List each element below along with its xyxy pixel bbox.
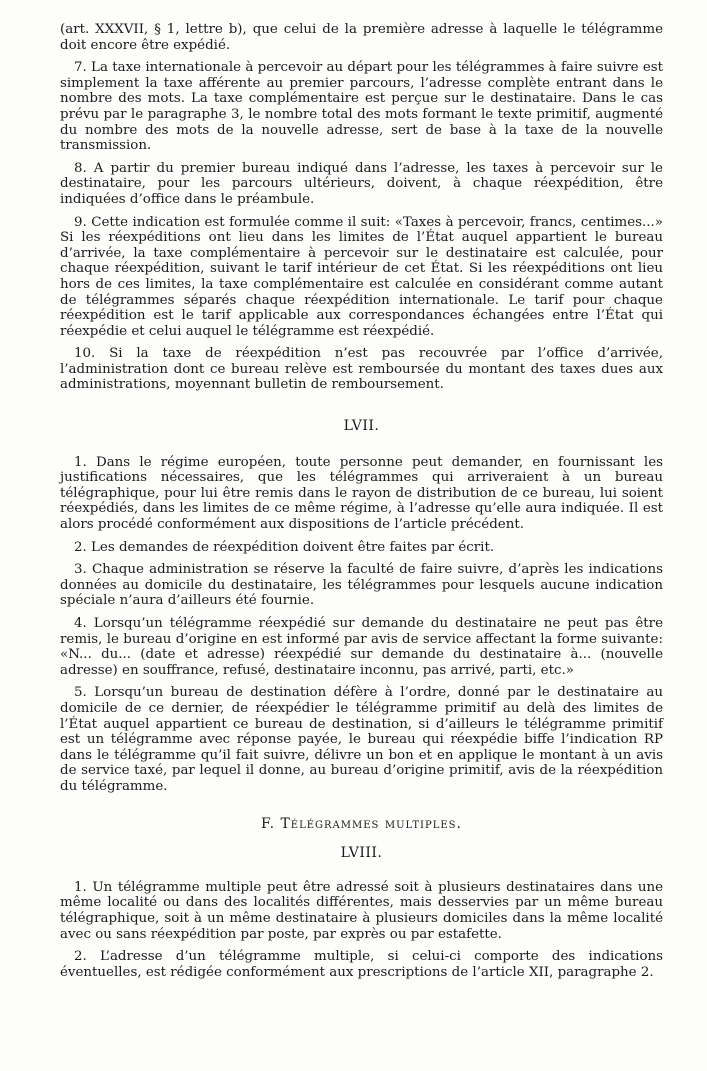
paragraph-9: 9. Cette indication est formulée comme il suit: «Taxes à percevoir, francs, centimes...» Si les réexpéditions ont lieu dans les limites de l’État auquel appartient le bureau d’arrivée, la taxe complémentaire à percevoir sur le destinataire est calculée, pour chaque réexpédition, suivant le tarif intérieur de cet État. Si les réexpéditions ont lieu hors de ces limites, la taxe complémentaire est calculée en considérant comme autant de télégrammes séparés chaque réexpédition internationale. Le tarif pour chaque réexpédition est le tarif applicable aux correspondances échangées entre l’État qui réexpédie et celui auquel le télégramme est réexpédié. xyxy=(60,214,663,339)
lvii-paragraph-3: 3. Chaque administration se réserve la faculté de faire suivre, d’après les indications données au domicile du destinataire, les télégrammes pour lesquels aucune indication spéciale n’aura d’ailleurs été fournie. xyxy=(60,562,663,609)
article-heading-lvii: LVII. xyxy=(343,418,380,435)
lviii-paragraph-2: 2. L’adresse d’un télégramme multiple, si celui-ci comporte des indications éventuelles, est rédigée conformément aux prescriptions de l’article XII, paragraphe 2. xyxy=(60,949,663,980)
lvii-paragraph-2: 2. Les demandes de réexpédition doivent être faites par écrit. xyxy=(74,539,495,555)
continued-paragraph: (art. XXXVII, § 1, lettre b), que celui de la première adresse à laquelle le télégramme doit encore être expédié. xyxy=(60,22,663,53)
paragraph-10: 10. Si la taxe de réexpédition n’est pas recouvrée par l’office d’arrivée, l’administration dont ce bureau relève est remboursée du montant des taxes dues aux administrations, moyennant bulletin de remboursement. xyxy=(60,346,663,393)
paragraph-8: 8. A partir du premier bureau indiqué dans l’adresse, les taxes à percevoir sur le destinataire, pour les parcours ultérieurs, doivent, à chaque réexpédition, être indiquées d’office dans le préambule. xyxy=(60,160,663,207)
lvii-paragraph-5: 5. Lorsqu’un bureau de destination défère à l’ordre, donné par le destinataire au domicile de ce dernier, de réexpédier le télégramme primitif au delà des limites de l’État auquel appartient ce bureau de destination, si d’ailleurs le télégramme primitif est un télégramme avec réponse payée, le bureau qui réexpédie biffe l’indication RP dans le télégramme qu’il fait suivre, délivre un bon et en applique le montant à un avis de service taxé, par lequel il donne, au bureau d’origine primitif, avis de la réexpédition du télégramme. xyxy=(60,685,663,794)
paragraph-7: 7. La taxe internationale à percevoir au départ pour les télégrammes à faire suivre est simplement la taxe afférente au premier parcours, l’adresse complète entrant dans le nombre des mots. La taxe complémentaire est perçue sur le destinataire. Dans le cas prévu par le paragraphe 3, le nombre total des mots formant le texte primitif, augmenté du nombre des mots de la nouvelle adresse, sert de base à la taxe de la nouvelle transmission. xyxy=(60,60,663,154)
lviii-paragraph-1: 1. Un télégramme multiple peut être adressé soit à plusieurs destinataires dans une même localité ou dans des localités différentes, mais desservies par un même bureau télégraphique, soit à un même destinataire à plusieurs domiciles dans la même localité avec ou sans réexpédition par poste, par exprès ou par estafette. xyxy=(60,879,663,942)
section-heading-f: F. Télégrammes multiples. xyxy=(261,815,462,832)
article-heading-lviii: LVIII. xyxy=(340,845,383,862)
lvii-paragraph-1: 1. Dans le régime européen, toute personne peut demander, en fournissant les justifications nécessaires, que les télégrammes qui arriveraient à un bureau télégraphique, pour lui être remis dans le rayon de distribution de ce bureau, lui soient réexpédiés, dans les limites de ce même régime, à l’adresse qu’elle aura indiquée. Il est alors procédé conformément aux dispositions de l’article précédent. xyxy=(60,454,663,533)
lvii-paragraph-4: 4. Lorsqu’un télégramme réexpédié sur demande du destinataire ne peut pas être remis, le bureau d’origine en est informé par avis de service affectant la forme suivante: «N... du... (date et adresse) réexpédié sur demande du destinataire à... (nouvelle adresse) en souffrance, refusé, destinataire inconnu, pas arrivé, parti, etc.» xyxy=(60,616,663,678)
